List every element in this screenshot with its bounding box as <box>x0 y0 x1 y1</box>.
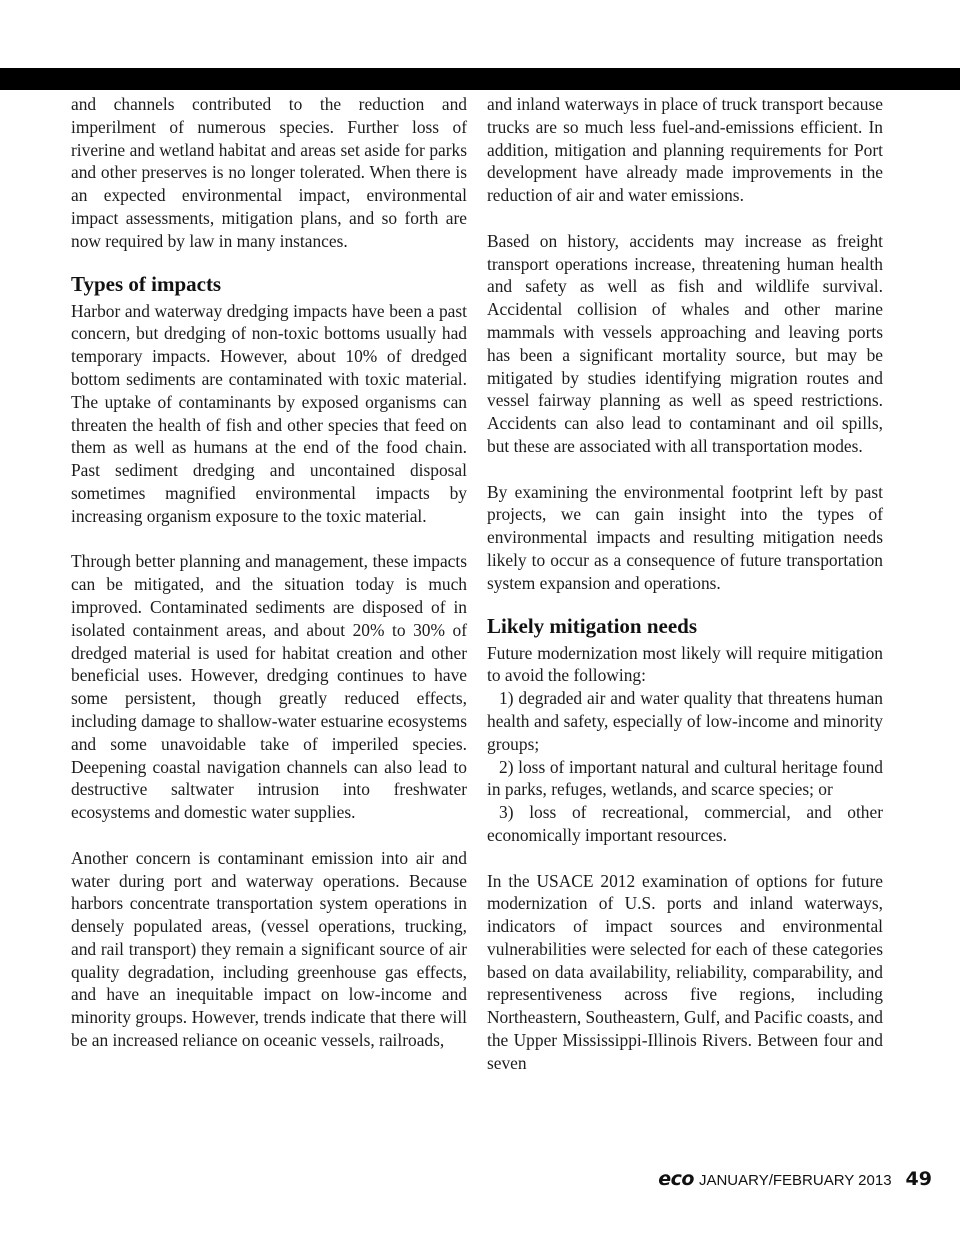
paragraph: Based on history, accidents may increase as freight transport operations increase, threatening human health and safety as well as fish and wildlife survival. Accidental collision of whales and other marine mammals with vessels approaching and leaving ports has been a significant mortality source, but may be mitigated by studies identifying migration routes and vessel fairway planning as well as speed restrictions. Accidents can also lead to contaminant and oil spills, but these are associated with all transportation modes. <box>487 230 883 456</box>
section-heading-likely-mitigation-needs: Likely mitigation needs <box>487 613 698 638</box>
paragraph: In the USACE 2012 examination of options for future modernization of U.S. ports and inland waterways, indicators of impact sources and environmental vulnerabilities were selected for each of these categories based on data availability, reliability, comparability, and representiveness across five regions, including Northeastern, Southeastern, Gulf, and Pacific coasts, and the Upper Mississippi-Illinois Rivers. Between four and seven <box>487 870 884 1073</box>
page-number: 49 <box>905 1168 932 1190</box>
paragraph: By examining the environmental footprint left by past projects, we can gain insight into the types of environmental impacts and resulting mitigation needs likely to occur as a consequence of future transportation system expansion and operations. <box>487 481 883 593</box>
paragraph: and inland waterways in place of truck transport because trucks are so much less fuel-and-emissions efficient. In addition, mitigation and planning requirements for Port development have already made improvements in the reduction of air and water emissions. <box>487 94 883 206</box>
paragraph: Another concern is contaminant emission into air and water during port and waterway operations. Because harbors concentrate transportation system operations in densely populated areas, (vessel operations, trucking, and rail transport) they remain a significant source of air quality degradation, including greenhouse gas effects, and have an inequitable impact on low-income and minority groups. However, trends indicate that there will be an increased reliance on oceanic vessels, railroads, <box>71 847 467 1051</box>
right-column <box>487 93 883 1075</box>
page-footer <box>658 1168 932 1196</box>
issue-date: JANUARY/FEBRUARY 2013 <box>698 1172 892 1189</box>
section-heading-types-of-impacts: Types of impacts <box>71 271 222 296</box>
paragraph: Through better planning and management, these impacts can be mitigated, and the situation today is much improved. Contaminated sediments are disposed of in isolated containment areas, and about 20% to 30% of dredged material is used for habitat creation and other beneficial uses. However, dredging continues to have some persistent, though greatly reduced effects, including damage to shallow-water estuarine ecosystems and some unavoidable take of imperiled species. Deepening coastal navigation channels can also lead to destructive saltwater intrusion into freshwater ecosystems and domestic water supplies. <box>71 551 467 823</box>
paragraph: Future modernization most likely will require mitigation to avoid the following: <box>487 642 883 686</box>
paragraph: and channels contributed to the reduction and imperilment of numerous species. Further loss of riverine and wetland habitat and areas set aside for parks and other preserves is no longer tolerated. When there is an expected environmental impact, environmental impact assessments, mitigation plans, and so forth are now required by law in many instances. <box>71 94 467 251</box>
magazine-logo: eco <box>658 1168 694 1190</box>
list-item: 2) loss of important natural and cultural heritage found in parks, refuges, wetlands, and scarce species; or <box>487 756 883 800</box>
top-black-bar <box>0 68 960 90</box>
list-item: 1) degraded air and water quality that threatens human health and safety, especially of low-income and minority groups; <box>487 688 883 754</box>
left-column <box>71 93 467 1052</box>
paragraph: Harbor and waterway dredging impacts have been a past concern, but dredging of non-toxic bottoms usually had temporary impacts. However, about 10% of dredged bottom sediments are contaminated with toxic material. The uptake of contaminants by exposed organisms can threaten the health of fish and other species that feed on them as well as humans at the end of the food chain. Past sediment dredging and uncontained disposal sometimes magnified environmental impacts by increasing organism exposure to the toxic material. <box>71 300 467 526</box>
list-item: 3) loss of recreational, commercial, and other economically important resources. <box>487 802 883 845</box>
